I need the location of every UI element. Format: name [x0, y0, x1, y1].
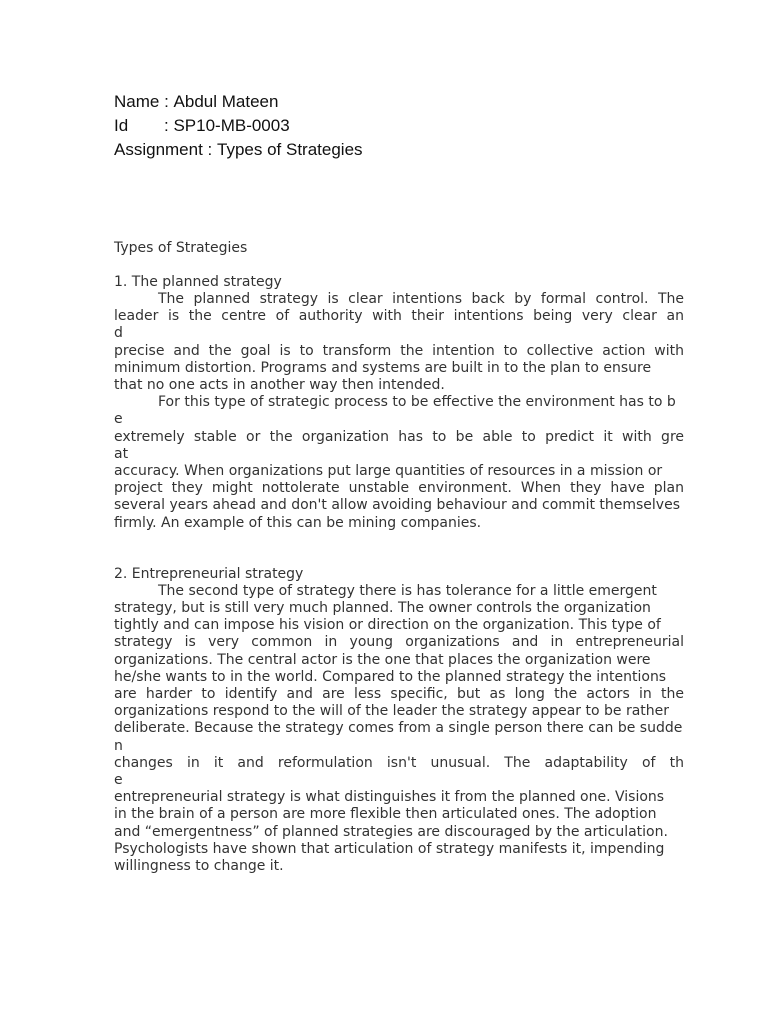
id-value: : SP10-MB-0003	[164, 116, 290, 135]
paragraph-line: deliberate. Because the strategy comes from a single person there can be sudde	[114, 720, 683, 737]
document-title: Types of Strategies	[114, 240, 248, 256]
assignment-label: Assignment :	[114, 140, 217, 159]
paragraph-line: changes in it and reformulation isn't unusual. The adaptability of th	[114, 754, 684, 771]
assignment-value: Types of Strategies	[217, 140, 363, 159]
paragraph-line: are harder to identify and are less specific, but as long the actors in the	[114, 686, 684, 703]
paragraph-line: leader is the centre of authority with their intentions being very clear an	[114, 308, 684, 325]
paragraph-line: tightly and can impose his vision or direction on the organization. This type of	[114, 617, 661, 634]
paragraph-line: The planned strategy is clear intentions back by formal control. The	[158, 291, 684, 307]
id-line	[114, 114, 363, 138]
paragraph-line: e	[114, 772, 123, 789]
paragraph-line: several years ahead and don't allow avoiding behaviour and commit themselves	[114, 497, 681, 514]
paragraph-line: and “emergentness” of planned strategies are discouraged by the articulation.	[114, 823, 668, 840]
paragraph-line: project they might nottolerate unstable environment. When they have plan	[114, 480, 684, 497]
paragraph-line: strategy, but is still very much planned. The owner controls the organization	[114, 600, 651, 617]
section-planned-strategy	[114, 274, 684, 532]
id-label: Id	[114, 116, 129, 135]
paragraph-line: minimum distortion. Programs and systems are built in to the plan to ensure	[114, 359, 652, 376]
section-heading: 2. Entrepreneurial strategy	[114, 565, 304, 582]
paragraph-line: d	[114, 325, 123, 342]
paragraph-line: The second type of strategy there is has tolerance for a little emergent	[158, 582, 657, 599]
paragraph-line: firmly. An example of this can be mining companies.	[114, 514, 482, 531]
section-entrepreneurial-strategy	[114, 566, 684, 875]
paragraph-line: Psychologists have shown that articulation of strategy manifests it, impending	[114, 840, 665, 857]
paragraph-line: extremely stable or the organization has to be able to predict it with gre	[114, 428, 684, 445]
name-label: Name :	[114, 92, 174, 111]
paragraph-line: at	[114, 445, 129, 462]
paragraph-line: organizations respond to the will of the leader the strategy appear to be rather	[114, 703, 670, 720]
paragraph-line: he/she wants to in the world. Compared to the planned strategy the intentions	[114, 668, 667, 685]
paragraph-line: that no one acts in another way then intended.	[114, 377, 445, 394]
name-value: Abdul Mateen	[173, 92, 279, 111]
document-header	[114, 90, 363, 162]
paragraph-line: precise and the goal is to transform the intention to collective action with	[114, 342, 684, 359]
assignment-line	[114, 138, 363, 162]
document-body	[114, 240, 684, 875]
section-heading: 1. The planned strategy	[114, 274, 282, 290]
paragraph-line: n	[114, 737, 123, 754]
paragraph-line: organizations. The central actor is the one that places the organization were	[114, 651, 651, 668]
paragraph-line: accuracy. When organizations put large quantities of resources in a mission or	[114, 463, 663, 480]
paragraph-line: strategy is very common in young organizations and in entrepreneurial	[114, 634, 684, 651]
paragraph-line: e	[114, 411, 123, 428]
paragraph-line: For this type of strategic process to be effective the environment has to b	[158, 394, 676, 411]
name-line	[114, 90, 363, 114]
paragraph-line: willingness to change it.	[114, 858, 284, 875]
paragraph-line: entrepreneurial strategy is what distinguishes it from the planned one. Visions	[114, 789, 665, 806]
paragraph-line: in the brain of a person are more flexible then articulated ones. The adoption	[114, 806, 657, 823]
